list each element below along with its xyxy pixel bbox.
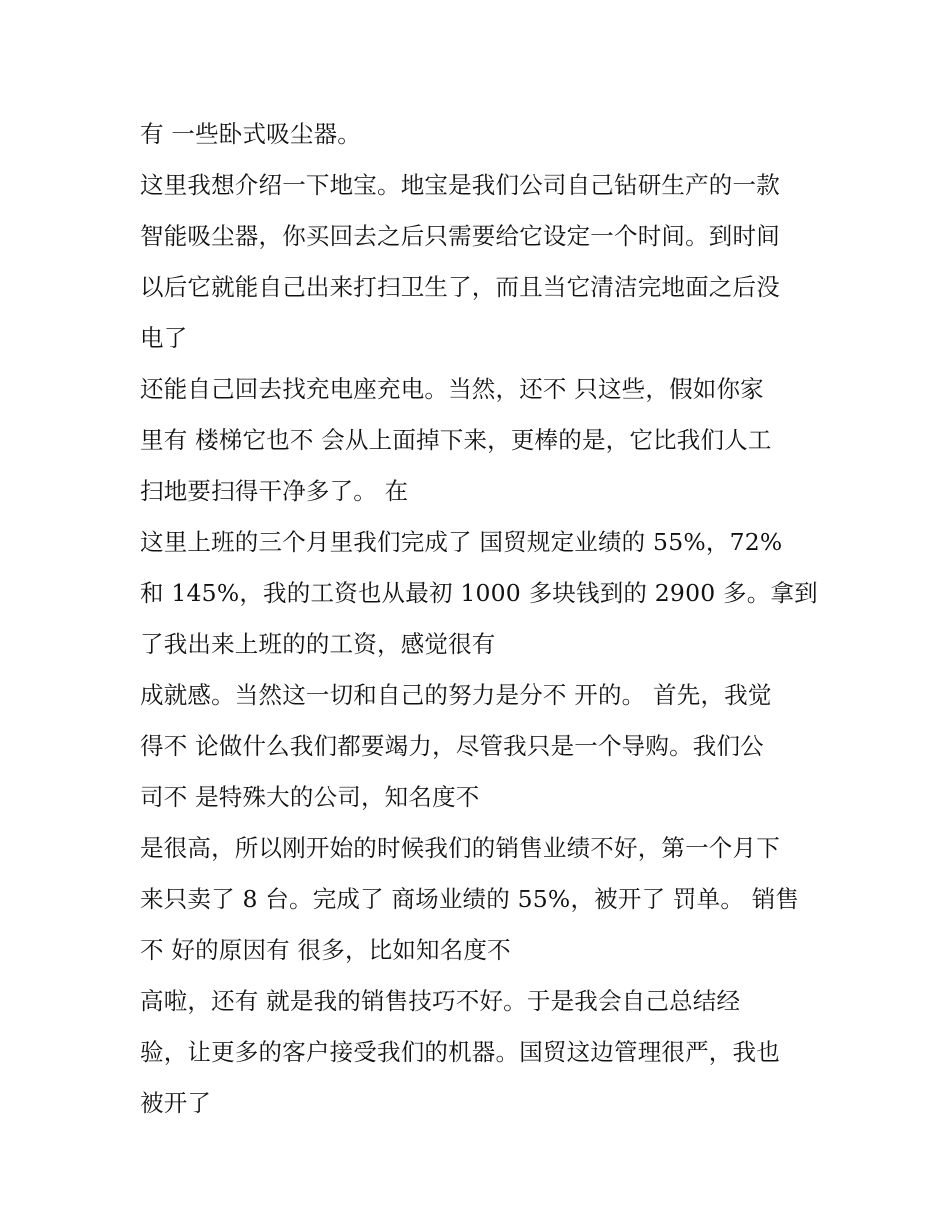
text-line-16: 来只卖了 8 台。完成了 商场业绩的 55%，被开了 罚单。 销售 [140, 885, 800, 913]
text-line-9: 这里上班的三个月里我们完成了 国贸规定业绩的 55%，72% [140, 528, 783, 556]
text-line-7: 里有 楼梯它也不 会从上面掉下来，更棒的是，它比我们人工 [140, 426, 772, 454]
text-line-2: 这里我想介绍一下地宝。地宝是我们公司自己钻研生产的一款 [140, 171, 780, 199]
text-line-13: 得不 论做什么我们都要竭力，尽管我只是一个导购。我们公 [140, 732, 764, 760]
text-line-17: 不 好的原因有 很多，比如知名度不 [140, 936, 511, 964]
text-line-1: 有 一些卧式吸尘器。 [140, 120, 361, 148]
text-line-11: 了我出来上班的的工资，感觉很有 [140, 630, 496, 658]
text-line-6: 还能自己回去找充电座充电。当然，还不 只这些，假如你家 [140, 375, 764, 403]
text-line-18: 高啦，还有 就是我的销售技巧不好。于是我会自己总结经 [140, 987, 741, 1015]
text-line-15: 是很高，所以刚开始的时候我们的销售业绩不好，第一个月下 [140, 834, 780, 862]
text-line-3: 智能吸尘器，你买回去之后只需要给它设定一个时间。到时间 [140, 222, 780, 250]
text-line-8: 扫地要扫得干净多了。 在 [140, 477, 409, 505]
text-line-10: 和 145%，我的工资也从最初 1000 多块钱到的 2900 多。拿到 [140, 579, 818, 607]
text-line-4: 以后它就能自己出来打扫卫生了，而且当它清洁完地面之后没 [140, 273, 780, 301]
body-text [140, 109, 820, 1129]
text-line-14: 司不 是特殊大的公司，知名度不 [140, 783, 480, 811]
text-line-20: 被开了 [140, 1089, 212, 1117]
text-line-12: 成就感。当然这一切和自己的努力是分不 开的。 首先，我觉 [140, 681, 772, 709]
text-line-5: 电了 [140, 324, 188, 352]
text-line-19: 验，让更多的客户接受我们的机器。国贸这边管理很严，我也 [140, 1038, 780, 1066]
